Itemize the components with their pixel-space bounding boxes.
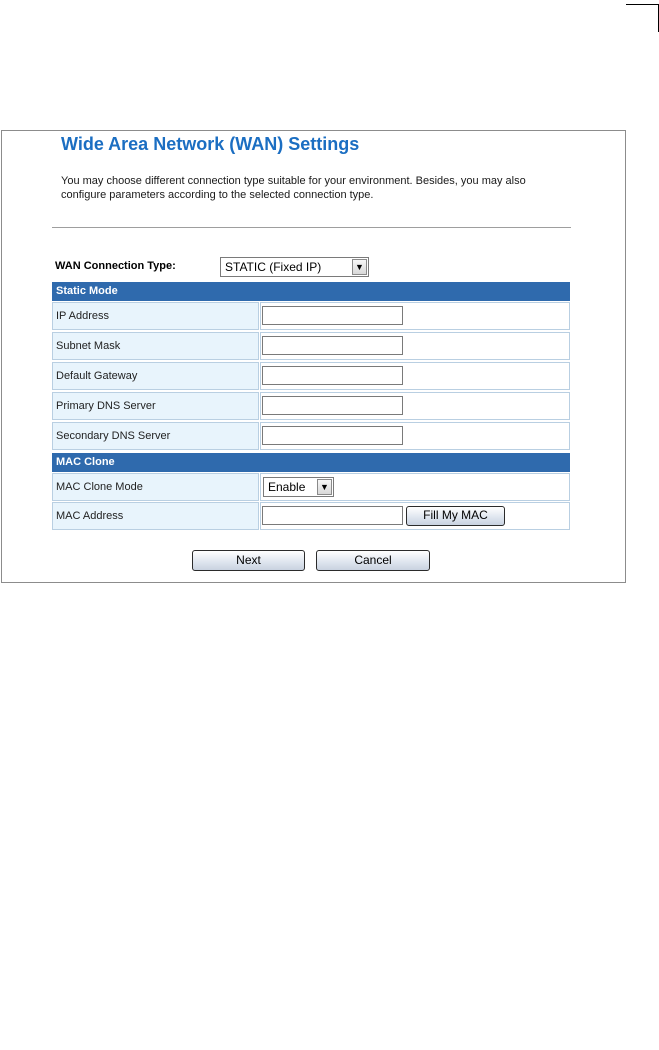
ip-address-input[interactable] (262, 306, 403, 325)
mac-address-label: MAC Address (52, 502, 259, 530)
page-corner-mark-horizontal (626, 4, 659, 5)
mac-clone-header: MAC Clone (52, 453, 570, 472)
ip-address-label: IP Address (52, 302, 259, 330)
static-mode-header: Static Mode (52, 282, 570, 301)
wan-connection-type-label: WAN Connection Type: (55, 260, 176, 272)
chevron-down-icon[interactable]: ▼ (317, 479, 332, 495)
mac-address-input[interactable] (262, 506, 403, 525)
page-title: Wide Area Network (WAN) Settings (61, 134, 360, 154)
page-description: You may choose different connection type suitable for your environment. Besides, you may also configure parameters according to the selected connection type. (61, 175, 526, 201)
primary-dns-label: Primary DNS Server (52, 392, 259, 420)
default-gateway-label: Default Gateway (52, 362, 259, 390)
mac-clone-mode-select[interactable] (263, 477, 334, 497)
wan-connection-type-select[interactable] (220, 257, 369, 277)
secondary-dns-input[interactable] (262, 426, 403, 445)
wan-connection-type-value: STATIC (Fixed IP) (225, 260, 322, 274)
mac-clone-mode-value: Enable (268, 480, 306, 494)
chevron-down-icon[interactable]: ▼ (352, 259, 367, 275)
next-button[interactable]: Next (192, 550, 305, 571)
divider (52, 227, 571, 228)
subnet-mask-input[interactable] (262, 336, 403, 355)
secondary-dns-label: Secondary DNS Server (52, 422, 259, 450)
cancel-button[interactable]: Cancel (316, 550, 430, 571)
default-gateway-input[interactable] (262, 366, 403, 385)
subnet-mask-label: Subnet Mask (52, 332, 259, 360)
mac-clone-mode-label: MAC Clone Mode (52, 473, 259, 501)
fill-my-mac-button[interactable]: Fill My MAC (406, 506, 505, 526)
primary-dns-input[interactable] (262, 396, 403, 415)
